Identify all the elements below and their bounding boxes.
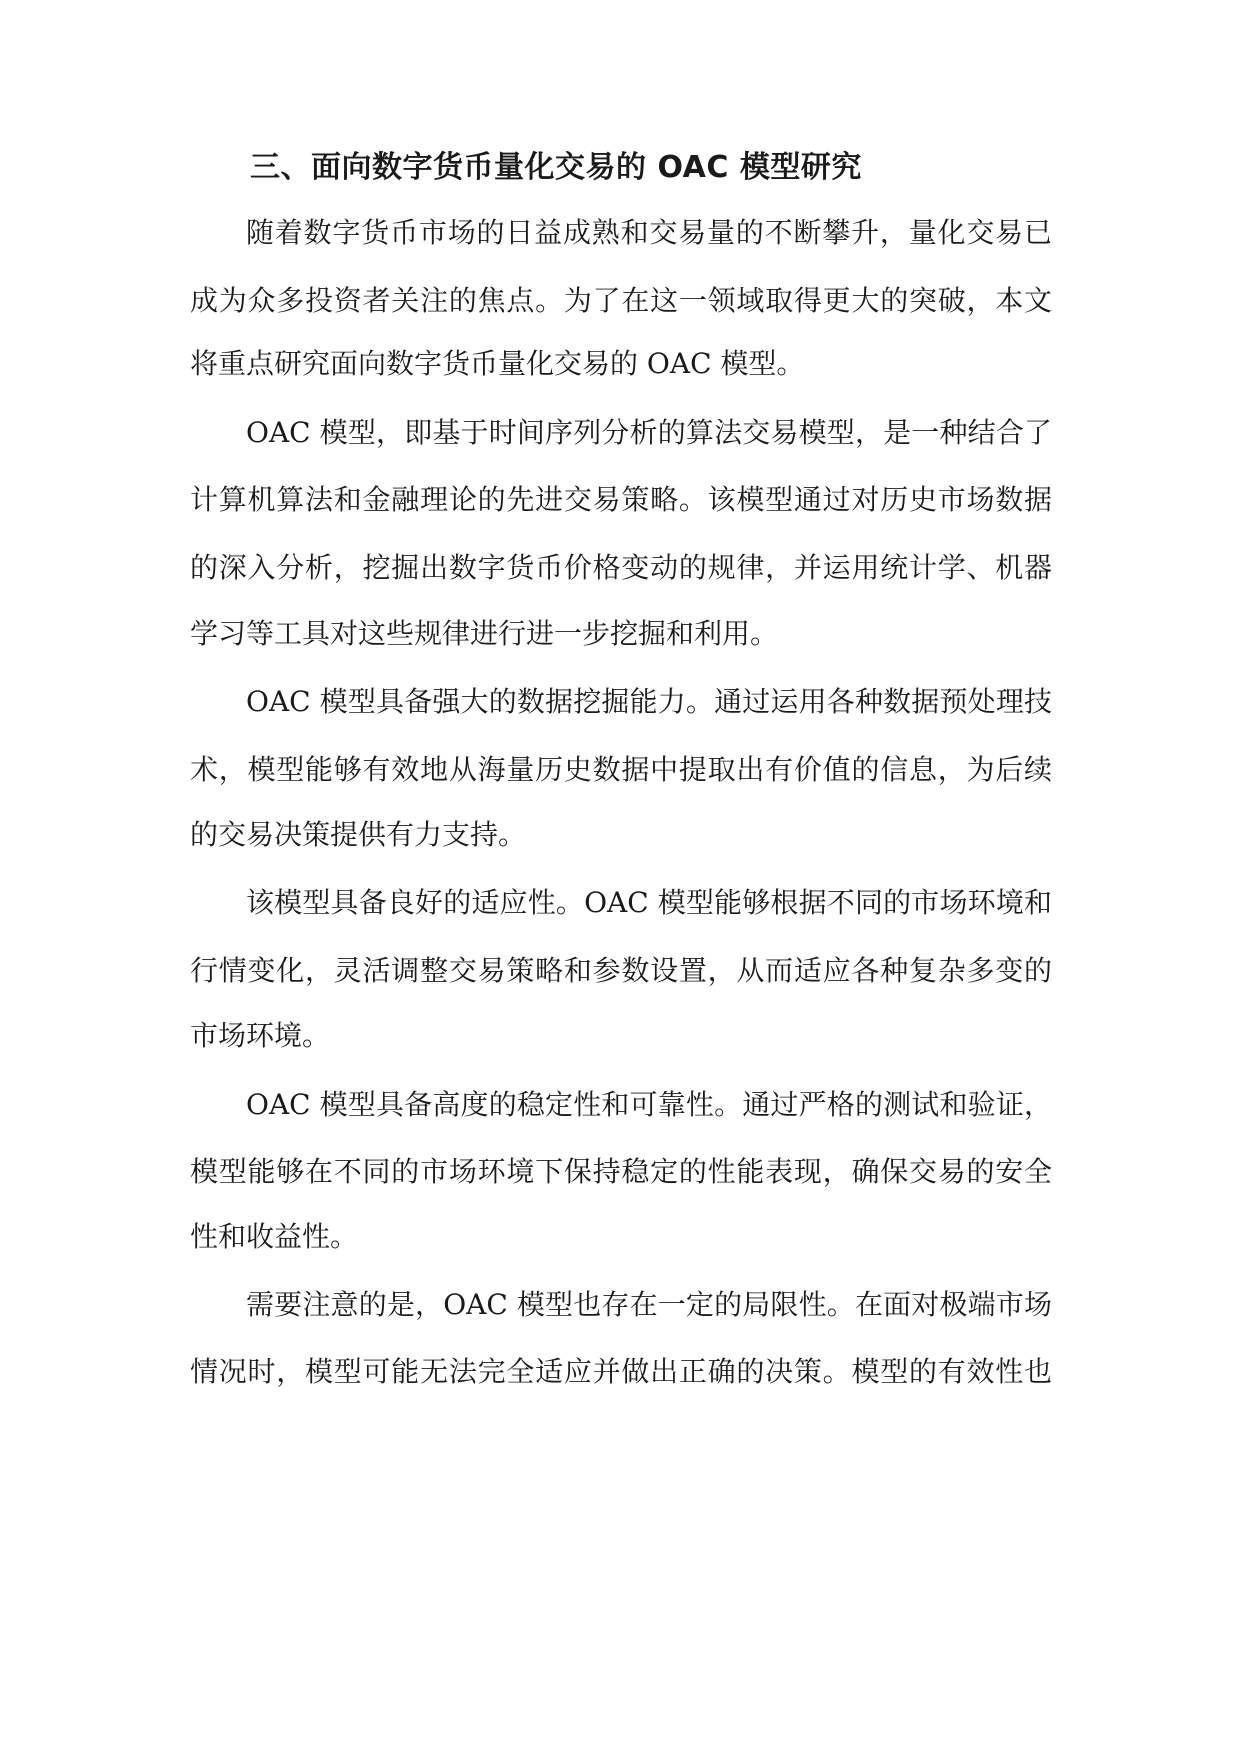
paragraph-3-line-2: 术，模型能够有效地从海量历史数据中提取出有价值的信息，为后续 <box>190 753 1052 786</box>
paragraph-3-line-1: OAC 模型具备强大的数据挖掘能力。通过运用各种数据预处理技 <box>246 685 1052 718</box>
paragraph-2-line-3: 的深入分析，挖掘出数字货币价格变动的规律，并运用统计学、机器 <box>190 551 1052 584</box>
paragraph-1-line-1: 随着数字货币市场的日益成熟和交易量的不断攀升，量化交易已 <box>246 216 1052 249</box>
paragraph-4-line-1: 该模型具备良好的适应性。OAC 模型能够根据不同的市场环境和 <box>246 886 1052 919</box>
paragraph-4-line-3: 市场环境。 <box>190 1019 331 1052</box>
paragraph-5-line-3: 性和收益性。 <box>190 1220 359 1253</box>
paragraph-3-line-3: 的交易决策提供有力支持。 <box>190 818 527 851</box>
section-heading: 三、面向数字货币量化交易的 OAC 模型研究 <box>250 150 862 185</box>
paragraph-5-line-1: OAC 模型具备高度的稳定性和可靠性。通过严格的测试和验证， <box>246 1088 1052 1121</box>
paragraph-1-line-2: 成为众多投资者关注的焦点。为了在这一领域取得更大的突破，本文 <box>190 284 1052 317</box>
paragraph-5-line-2: 模型能够在不同的市场环境下保持稳定的性能表现，确保交易的安全 <box>190 1155 1052 1188</box>
paragraph-2-line-1: OAC 模型，即基于时间序列分析的算法交易模型，是一种结合了 <box>246 416 1052 449</box>
paragraph-2-line-4: 学习等工具对这些规律进行进一步挖掘和利用。 <box>190 617 779 650</box>
paragraph-6-line-2: 情况时，模型可能无法完全适应并做出正确的决策。模型的有效性也 <box>190 1355 1052 1388</box>
paragraph-2-line-2: 计算机算法和金融理论的先进交易策略。该模型通过对历史市场数据 <box>190 483 1052 516</box>
paragraph-6-line-1: 需要注意的是，OAC 模型也存在一定的局限性。在面对极端市场 <box>246 1288 1052 1321</box>
paragraph-1-line-3: 将重点研究面向数字货币量化交易的 OAC 模型。 <box>190 347 805 380</box>
paragraph-4-line-2: 行情变化，灵活调整交易策略和参数设置，从而适应各种复杂多变的 <box>190 954 1052 987</box>
